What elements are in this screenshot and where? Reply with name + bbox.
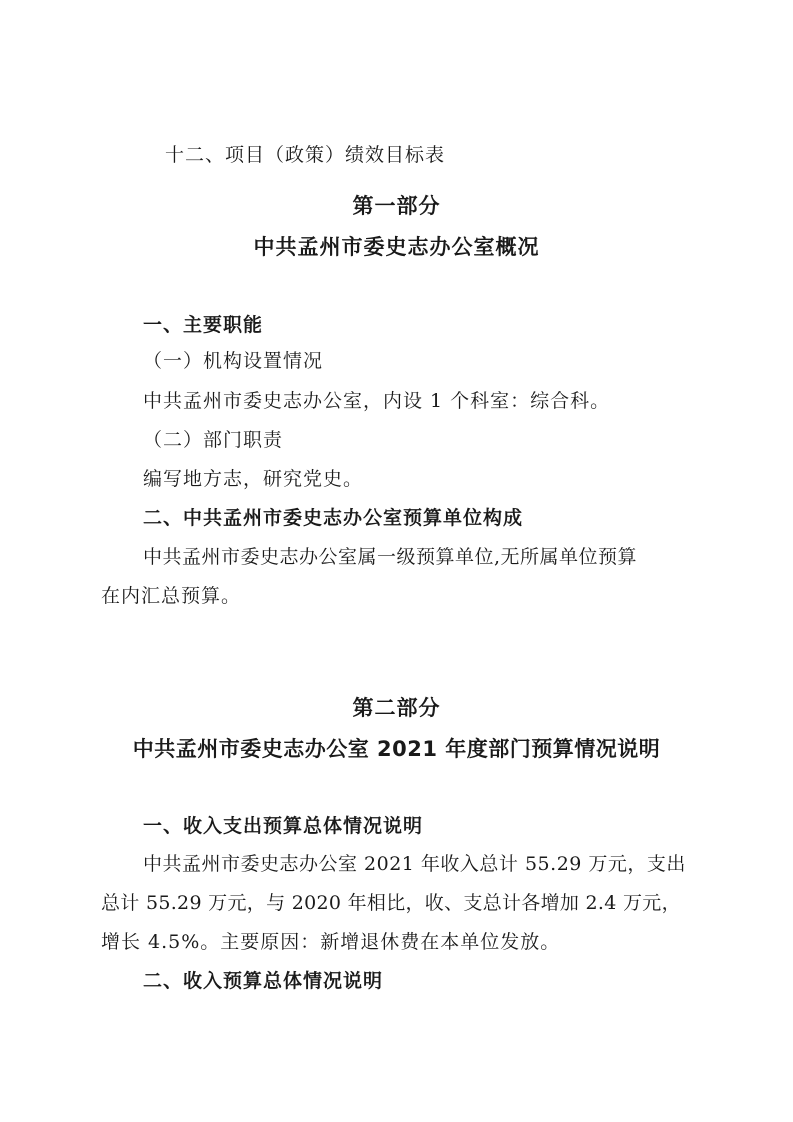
toc-item-12: 十二、项目（政策）绩效目标表: [165, 144, 446, 166]
part1-title: 中共孟州市委史志办公室概况: [253, 235, 540, 259]
part2-section2-heading: 二、收入预算总体情况说明: [143, 970, 384, 992]
part2-title: 中共孟州市委史志办公室 2021 年度部门预算情况说明: [132, 737, 661, 761]
part1-section1-heading: 一、主要职能: [143, 314, 264, 336]
part2-label: 第二部分: [352, 696, 441, 720]
part2-section1-line3: 增长 4.5%。主要原因：新增退休费在本单位发放。: [101, 931, 561, 953]
part1-sub1-text: 中共孟州市委史志办公室，内设 1 个科室：综合科。: [143, 390, 611, 412]
part1-section2-text-line1: 中共孟州市委史志办公室属一级预算单位,无所属单位预算: [143, 546, 638, 568]
part1-label: 第一部分: [352, 194, 441, 218]
part1-sub2-text: 编写地方志，研究党史。: [143, 468, 364, 490]
part1-section2-heading: 二、中共孟州市委史志办公室预算单位构成: [143, 507, 524, 529]
part2-section1-heading: 一、收入支出预算总体情况说明: [143, 815, 424, 837]
part1-section2-text-line2: 在内汇总预算。: [101, 585, 242, 607]
part2-section1-line2: 总计 55.29 万元，与 2020 年相比，收、支总计各增加 2.4 万元，: [101, 892, 681, 914]
part1-sub1-heading: （一）机构设置情况: [143, 350, 324, 372]
part2-section1-line1: 中共孟州市委史志办公室 2021 年收入总计 55.29 万元，支出: [143, 853, 686, 875]
part1-sub2-heading: （二）部门职责: [143, 429, 284, 451]
